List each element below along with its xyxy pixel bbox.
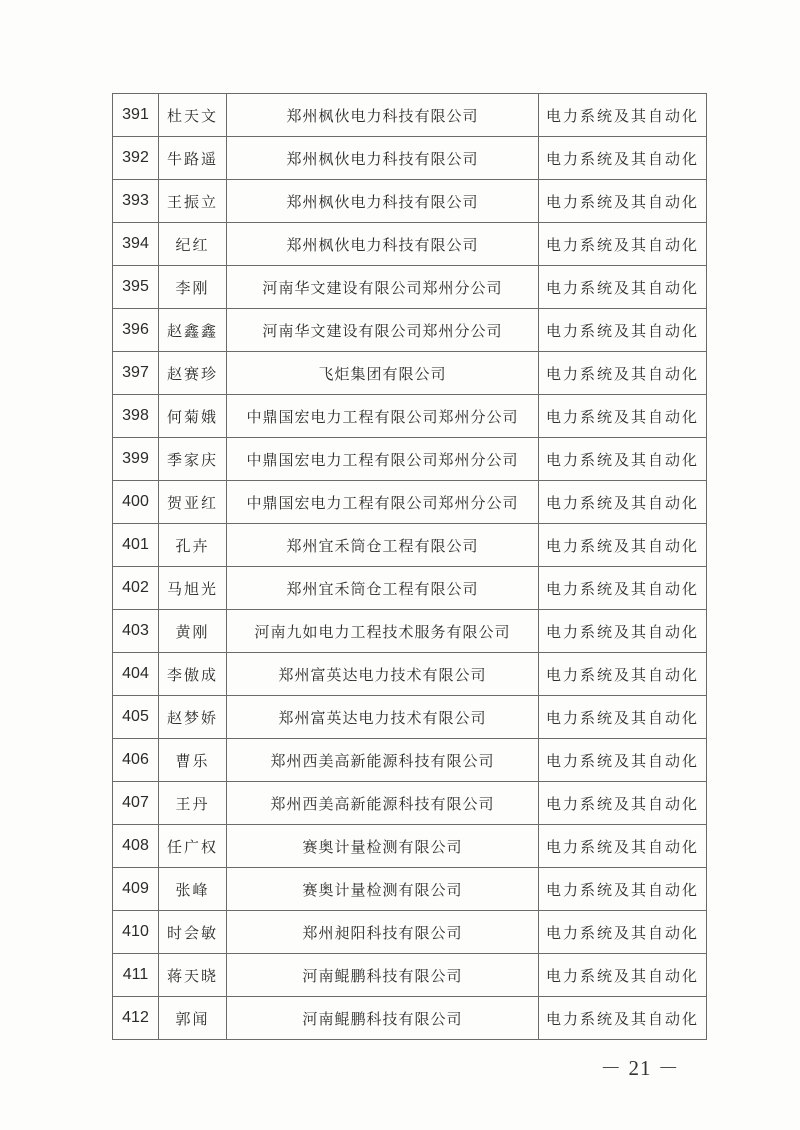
company-cell: 郑州枫伙电力科技有限公司 (227, 94, 539, 137)
table-row (113, 954, 707, 997)
row-number-cell: 404 (113, 653, 159, 696)
row-number-cell: 391 (113, 94, 159, 137)
name-cell: 何菊娥 (159, 395, 227, 438)
name-cell: 张峰 (159, 868, 227, 911)
table-row (113, 610, 707, 653)
table-row (113, 782, 707, 825)
name-cell: 蒋天晓 (159, 954, 227, 997)
page-number: － 21 － (600, 1056, 680, 1080)
company-cell: 中鼎国宏电力工程有限公司郑州分公司 (227, 481, 539, 524)
company-cell: 中鼎国宏电力工程有限公司郑州分公司 (227, 395, 539, 438)
table-row (113, 309, 707, 352)
name-cell: 李刚 (159, 266, 227, 309)
row-number-cell: 398 (113, 395, 159, 438)
table-row (113, 997, 707, 1040)
company-cell: 郑州西美高新能源科技有限公司 (227, 782, 539, 825)
major-cell: 电力系统及其自动化 (539, 782, 707, 825)
major-cell: 电力系统及其自动化 (539, 266, 707, 309)
row-number-cell: 399 (113, 438, 159, 481)
table-row (113, 223, 707, 266)
name-cell: 郭闻 (159, 997, 227, 1040)
major-cell: 电力系统及其自动化 (539, 825, 707, 868)
company-cell: 赛奥计量检测有限公司 (227, 868, 539, 911)
company-cell: 郑州昶阳科技有限公司 (227, 911, 539, 954)
major-cell: 电力系统及其自动化 (539, 739, 707, 782)
row-number-cell: 400 (113, 481, 159, 524)
major-cell: 电力系统及其自动化 (539, 696, 707, 739)
company-cell: 赛奥计量检测有限公司 (227, 825, 539, 868)
row-number-cell: 405 (113, 696, 159, 739)
table-row (113, 653, 707, 696)
row-number-cell: 407 (113, 782, 159, 825)
name-cell: 曹乐 (159, 739, 227, 782)
row-number-cell: 409 (113, 868, 159, 911)
personnel-table (112, 93, 707, 1040)
major-cell: 电力系统及其自动化 (539, 911, 707, 954)
table-row (113, 481, 707, 524)
name-cell: 孔卉 (159, 524, 227, 567)
table-row (113, 352, 707, 395)
company-cell: 河南鲲鹏科技有限公司 (227, 997, 539, 1040)
table-row (113, 868, 707, 911)
major-cell: 电力系统及其自动化 (539, 610, 707, 653)
row-number-cell: 394 (113, 223, 159, 266)
table-row (113, 266, 707, 309)
row-number-cell: 392 (113, 137, 159, 180)
table-row (113, 825, 707, 868)
name-cell: 王丹 (159, 782, 227, 825)
company-cell: 郑州宜禾筒仓工程有限公司 (227, 567, 539, 610)
row-number-cell: 396 (113, 309, 159, 352)
major-cell: 电力系统及其自动化 (539, 223, 707, 266)
company-cell: 郑州枫伙电力科技有限公司 (227, 180, 539, 223)
major-cell: 电力系统及其自动化 (539, 352, 707, 395)
row-number-cell: 406 (113, 739, 159, 782)
company-cell: 郑州枫伙电力科技有限公司 (227, 223, 539, 266)
company-cell: 河南九如电力工程技术服务有限公司 (227, 610, 539, 653)
name-cell: 时会敏 (159, 911, 227, 954)
name-cell: 季家庆 (159, 438, 227, 481)
row-number-cell: 408 (113, 825, 159, 868)
row-number-cell: 410 (113, 911, 159, 954)
major-cell: 电力系统及其自动化 (539, 94, 707, 137)
major-cell: 电力系统及其自动化 (539, 868, 707, 911)
name-cell: 赵赛珍 (159, 352, 227, 395)
company-cell: 郑州枫伙电力科技有限公司 (227, 137, 539, 180)
row-number-cell: 402 (113, 567, 159, 610)
major-cell: 电力系统及其自动化 (539, 438, 707, 481)
name-cell: 纪红 (159, 223, 227, 266)
major-cell: 电力系统及其自动化 (539, 567, 707, 610)
table-row (113, 911, 707, 954)
table-row (113, 567, 707, 610)
company-cell: 郑州富英达电力技术有限公司 (227, 696, 539, 739)
name-cell: 杜天文 (159, 94, 227, 137)
name-cell: 任广权 (159, 825, 227, 868)
row-number-cell: 395 (113, 266, 159, 309)
row-number-cell: 393 (113, 180, 159, 223)
name-cell: 黄刚 (159, 610, 227, 653)
table-row (113, 696, 707, 739)
table-row (113, 180, 707, 223)
major-cell: 电力系统及其自动化 (539, 954, 707, 997)
company-cell: 郑州富英达电力技术有限公司 (227, 653, 539, 696)
name-cell: 贺亚红 (159, 481, 227, 524)
row-number-cell: 403 (113, 610, 159, 653)
company-cell: 郑州西美高新能源科技有限公司 (227, 739, 539, 782)
name-cell: 牛路遥 (159, 137, 227, 180)
major-cell: 电力系统及其自动化 (539, 653, 707, 696)
row-number-cell: 412 (113, 997, 159, 1040)
name-cell: 马旭光 (159, 567, 227, 610)
major-cell: 电力系统及其自动化 (539, 997, 707, 1040)
company-cell: 河南鲲鹏科技有限公司 (227, 954, 539, 997)
company-cell: 飞炬集团有限公司 (227, 352, 539, 395)
table-row (113, 524, 707, 567)
name-cell: 赵鑫鑫 (159, 309, 227, 352)
name-cell: 王振立 (159, 180, 227, 223)
major-cell: 电力系统及其自动化 (539, 481, 707, 524)
table-row (113, 94, 707, 137)
row-number-cell: 397 (113, 352, 159, 395)
company-cell: 中鼎国宏电力工程有限公司郑州分公司 (227, 438, 539, 481)
major-cell: 电力系统及其自动化 (539, 395, 707, 438)
name-cell: 赵梦娇 (159, 696, 227, 739)
company-cell: 河南华文建设有限公司郑州分公司 (227, 309, 539, 352)
table-row (113, 438, 707, 481)
name-cell: 李傲成 (159, 653, 227, 696)
company-cell: 河南华文建设有限公司郑州分公司 (227, 266, 539, 309)
row-number-cell: 401 (113, 524, 159, 567)
table-row (113, 137, 707, 180)
table-row (113, 739, 707, 782)
table-body (113, 94, 707, 1040)
row-number-cell: 411 (113, 954, 159, 997)
major-cell: 电力系统及其自动化 (539, 524, 707, 567)
table-row (113, 395, 707, 438)
major-cell: 电力系统及其自动化 (539, 309, 707, 352)
company-cell: 郑州宜禾筒仓工程有限公司 (227, 524, 539, 567)
major-cell: 电力系统及其自动化 (539, 180, 707, 223)
major-cell: 电力系统及其自动化 (539, 137, 707, 180)
